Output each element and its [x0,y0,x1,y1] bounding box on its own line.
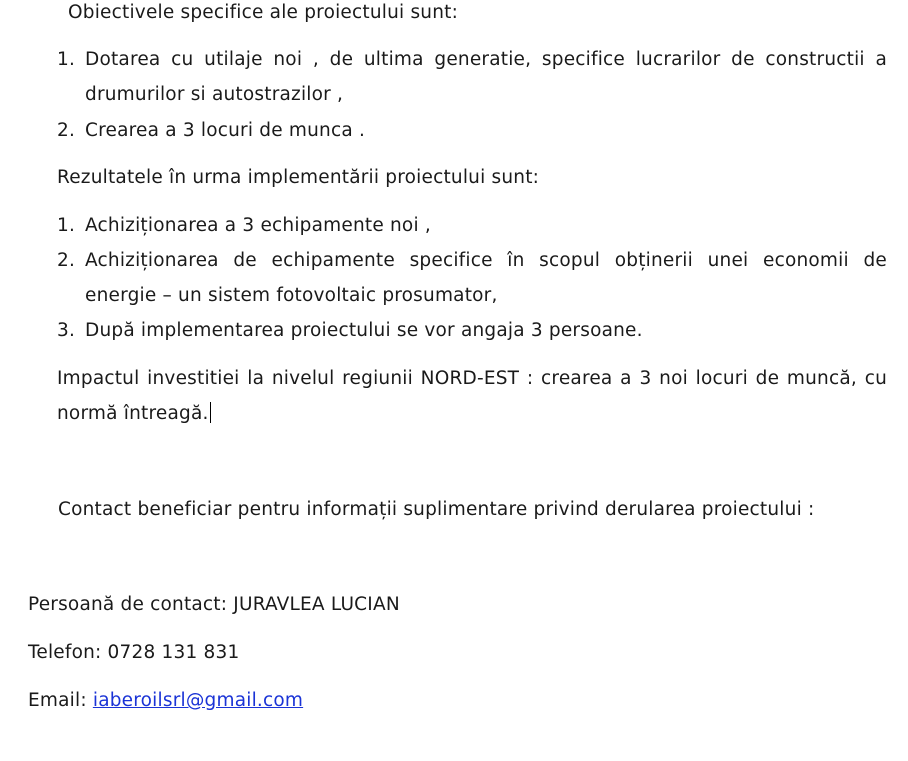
objective-1-line1: Dotarea cu utilaje noi , de ultima generatie, specifice lucrarilor de constructii a [85,49,887,70]
contact-phone-value: 0728 131 831 [107,642,240,663]
objective-2-line1: Crearea a 3 locuri de munca . [85,120,366,141]
contact-email-link[interactable]: iaberoilsrl@gmail.com [92,690,304,711]
objective-2-number: 2. [57,120,76,141]
contact-heading: Contact beneficiar pentru informații suplimentare privind derularea proiectului : [58,499,815,520]
objectives-heading: Obiectivele specifice ale proiectului sunt: [68,2,459,23]
result-2-number: 2. [57,250,76,271]
results-heading: Rezultatele în urma implementării proiectului sunt: [57,167,540,188]
text-cursor [210,402,211,423]
result-1-line1: Achiziționarea a 3 echipamente noi , [85,215,431,236]
contact-phone-label: Telefon: [28,642,102,663]
contact-email-label: Email: [28,690,87,711]
result-2-line2: energie – un sistem fotovoltaic prosumator, [85,285,498,306]
contact-person-name: JURAVLEA LUCIAN [233,594,400,615]
contact-phone-row [28,641,239,665]
impact-line2-wrap[interactable] [57,402,211,426]
contact-person-label: Persoană de contact: [28,594,228,615]
result-1-number: 1. [57,215,76,236]
result-3-number: 3. [57,320,76,341]
impact-line1: Impactul investitiei la nivelul regiunii NORD-EST : crearea a 3 noi locuri de muncă, cu [57,368,887,389]
result-2-line1: Achiziționarea de echipamente specifice în scopul obținerii unei economii de [85,250,887,271]
objective-1-line2: drumurilor si autostrazilor , [85,84,344,105]
contact-person-row [28,593,400,617]
result-3-line1: După implementarea proiectului se vor angaja 3 persoane. [85,320,643,341]
impact-line2: normă întreagă. [57,403,209,424]
contact-email-row [28,689,303,713]
objective-1-number: 1. [57,49,76,70]
